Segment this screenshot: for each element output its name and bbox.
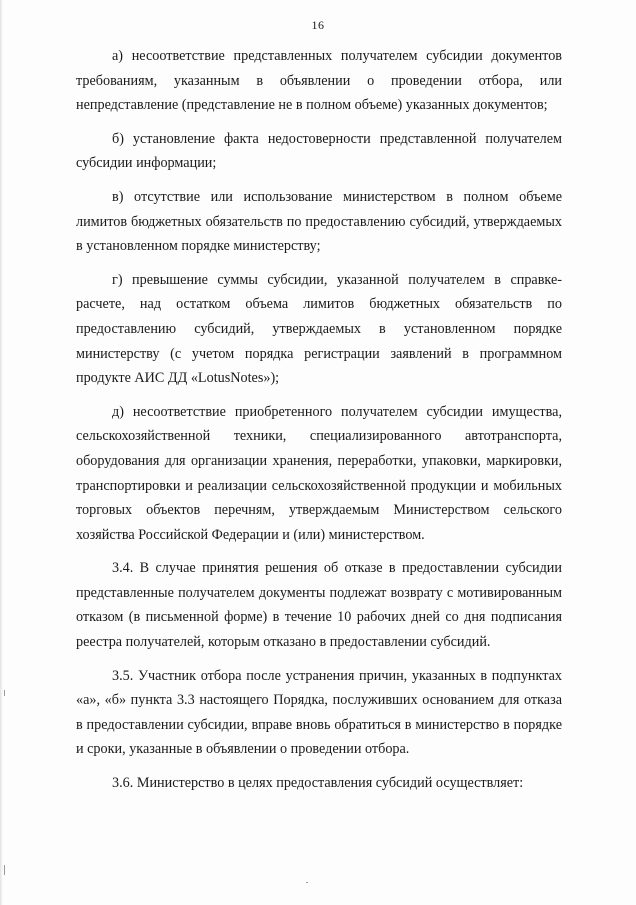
scan-dust-mark	[4, 865, 5, 875]
paragraph-item-v: в) отсутствие или использование министерством в полном объеме лимитов бюджетных обязательств по предоставлению субсидий, утверждаемых в установленном порядке министерству;	[76, 188, 562, 255]
paragraph-clause-3-6: 3.6. Министерство в целях предоставления субсидий осуществляет:	[112, 775, 524, 792]
page-number: 16	[311, 18, 325, 32]
scan-dust-mark	[306, 882, 308, 883]
scan-edge-shadow	[0, 0, 3, 905]
document-body	[76, 44, 562, 796]
scan-dust-mark	[4, 690, 5, 696]
paragraph-clause-3-5: 3.5. Участник отбора после устранения причин, указанных в подпунктах «а», «б» пункта 3.3 настоящего Порядка, послуживших основанием для отказа в предоставлении субсидии, вправе вновь обратиться в министерство в порядке и сроки, указанные в объявлении о проведении отбора.	[76, 667, 562, 758]
paragraph-item-d: д) несоответствие приобретенного получателем субсидии имущества, сельскохозяйственной техники, специализированного автотранспорта, оборудования для организации хранения, переработки, упаковки, маркировки, транспортировки и реализации сельскохозяйственной продукции и мобильных торговых объектов перечням, утверждаемым Министерством сельского хозяйства Российской Федерации и (или) министерством.	[76, 403, 562, 543]
paragraph-clause-3-4: 3.4. В случае принятия решения об отказе в предоставлении субсидии представленные получателем документы подлежат возврату с мотивированным отказом (в письменной форме) в течение 10 рабочих дней со дня подписания реестра получателей, которым отказано в предоставлении субсидий.	[76, 560, 562, 651]
paragraph-item-b: б) установление факта недостоверности представленной получателем субсидии информации;	[76, 130, 562, 172]
paragraph-item-a: а) несоответствие представленных получателем субсидии документов требованиям, указанным в объявлении о проведении отбора, или непредставление (представление не в полном объеме) указанных документов;	[76, 48, 562, 114]
paragraph-item-g: г) превышение суммы субсидии, указанной получателем в справке-расчете, над остатком объема лимитов бюджетных обязательств по предоставлению субсидий, утверждаемых в установленном порядке министерству (с учетом порядка регистрации заявлений в программном продукте АИС ДД «LotusNotes»);	[76, 271, 562, 387]
